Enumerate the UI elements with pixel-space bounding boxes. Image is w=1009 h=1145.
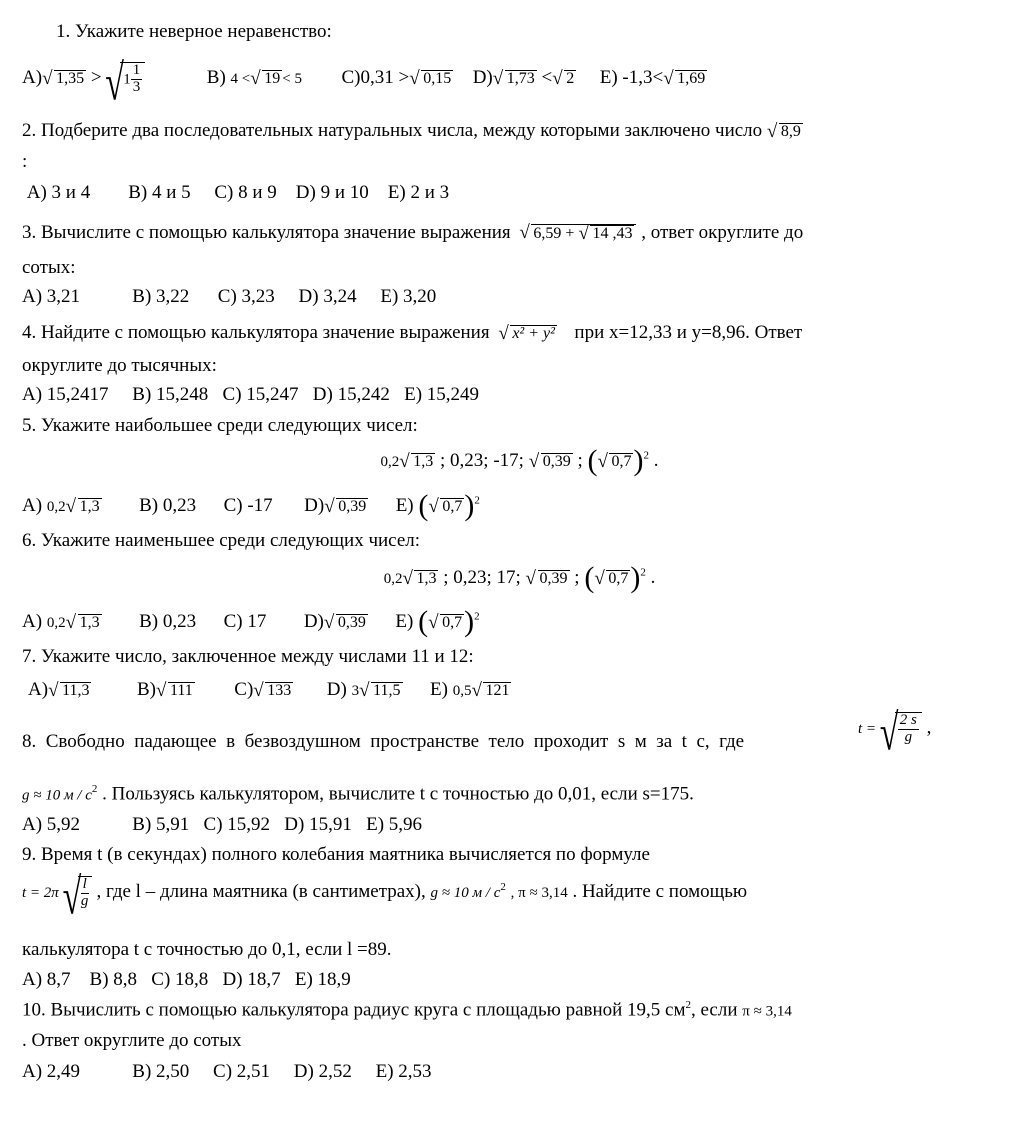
q6-opt-b: В) 0,23	[139, 611, 197, 632]
q6-options	[22, 605, 987, 638]
q7-opt-e: Е)	[430, 679, 448, 700]
q1-b-root: √ 19	[262, 70, 282, 88]
q9-formula-line	[22, 876, 987, 910]
q2-title-line	[22, 121, 987, 141]
q9-t-eq: t = 2π	[22, 885, 59, 902]
q8-g-exp: 2	[91, 783, 98, 795]
q9-den: g	[80, 892, 89, 909]
q7-e-coef: 0,5	[452, 683, 472, 699]
q6-e-exp: 2	[474, 610, 480, 623]
q2-colon: :	[22, 151, 28, 172]
q8-num: √ 2 s	[899, 712, 917, 728]
q3-title-line	[22, 223, 987, 243]
q6-c3-root: √ 0,39	[538, 570, 570, 588]
q6-c4-root: √ 0,7	[606, 570, 630, 588]
q5-d-root: √ 0,39	[336, 498, 368, 516]
q7-a-root: √ 11,3	[60, 682, 91, 700]
q5-end: .	[653, 450, 659, 471]
q1-d-sign: <	[541, 67, 553, 89]
q8-t-eq: t =	[858, 721, 877, 738]
q6-opt-c: С) 17	[223, 611, 267, 632]
q7-opt-b: В)	[136, 679, 156, 700]
q1-c-root: √ 0,15	[421, 70, 453, 88]
q1-d-root2: √ 2	[564, 70, 576, 88]
q6-e-paren-close: )	[464, 605, 475, 638]
q5-opt-e: Е)	[395, 495, 414, 516]
q5-e-exp: 2	[474, 494, 480, 507]
q6-opt-e: Е)	[395, 611, 414, 632]
q7-b-root: √ 111	[168, 682, 195, 700]
q9-tail: . Найдите с помощью	[572, 881, 748, 903]
q7-d-coef: 3	[351, 683, 360, 699]
q6-d-root: √ 0,39	[336, 614, 368, 632]
q5-c4-root: √ 0,7	[609, 453, 633, 471]
q6-opt-d: D)	[303, 611, 324, 632]
q1-opt-b-label: В)	[206, 67, 226, 89]
q1-a-num: 1	[132, 62, 141, 78]
q6-paren-open: (	[584, 561, 595, 594]
q2-title: 2. Подберите два последовательных натуральных числа, между которыми заключено число	[22, 120, 763, 141]
q6-title: 6. Укажите наименьшее среди следующих чисел:	[22, 530, 421, 551]
q3-inner-root: √ 14 ,43	[590, 225, 634, 243]
q1-opt-c-label: С)0,31	[341, 67, 394, 89]
q9-g-exp: 2	[500, 880, 506, 893]
q9-num: √ l	[82, 876, 87, 892]
q10-title-line	[22, 1000, 987, 1019]
q7-d-root: √ 11,5	[371, 682, 402, 700]
q5-a-root: √ 1,3	[78, 498, 102, 516]
q4-options: А) 15,2417 В) 15,248 С) 15,247 D) 15,242 Е) 15,249	[22, 384, 480, 405]
q6-paren-close: )	[630, 561, 641, 594]
q8-line2-text: . Пользуясь калькулятором, вычислите t с точностью до 0,01, если s=175.	[102, 783, 694, 805]
q5-title: 5. Укажите наибольшее среди следующих чисел:	[22, 415, 418, 436]
q1-title: 1. Укажите неверное неравенство:	[56, 21, 332, 42]
q4-title: 4. Найдите с помощью калькулятора значение выражения	[22, 322, 490, 343]
q3-outer-text: 6,59 +	[533, 225, 575, 242]
q9-pi: , π ≈ 3,14	[510, 885, 568, 902]
q4-line2: округлите до тысячных:	[22, 355, 217, 376]
q5-opt-d: D)	[304, 495, 325, 516]
q1-opt-e-label: Е) -1,3<	[599, 67, 664, 89]
q4-tail: при x=12,33 и y=8,96. Ответ	[574, 322, 803, 343]
q6-e-root: √ 0,7	[440, 614, 464, 632]
q8-line1-text: 8. Свободно падающее в безвоздушном пространстве тело проходит s м за t с, где	[22, 731, 745, 752]
q5-sep2: ;	[577, 450, 583, 471]
q8-g: g ≈ 10 м / с	[22, 787, 92, 804]
q7-options	[28, 680, 987, 700]
q1-a-int: 1	[123, 71, 131, 88]
q5-opt-a: А)	[22, 495, 43, 516]
q2-options: А) 3 и 4 В) 4 и 5 С) 8 и 9 D) 9 и 10 Е) 2 и 3	[22, 182, 450, 203]
q8-formula	[858, 712, 931, 746]
q5-paren-open: (	[587, 444, 598, 477]
q4-title-line	[22, 323, 987, 343]
q1-options	[22, 62, 987, 96]
q10-title-b: , если	[691, 999, 738, 1021]
q10-line2: . Ответ округлите до сотых	[22, 1030, 242, 1051]
q4-root: √ x² + y²	[510, 325, 557, 343]
q1-b-right: < 5	[282, 71, 302, 88]
q7-opt-a: А)	[28, 679, 49, 700]
q1-e-root: √ 1,69	[675, 70, 707, 88]
q10-title-sup: 2	[685, 999, 692, 1011]
q5-e-paren-close: )	[464, 489, 475, 522]
q6-sep2: ;	[574, 567, 580, 588]
q3-options: А) 3,21 В) 3,22 С) 3,23 D) 3,24 Е) 3,20	[22, 286, 437, 307]
q5-e-root: √ 0,7	[440, 498, 464, 516]
q5-numbers	[0, 444, 1009, 477]
q9-title: 9. Время t (в секундах) полного колебания маятника вычисляется по формуле	[22, 844, 650, 865]
q9-g: g ≈ 10 м / с	[430, 885, 501, 902]
q9-options: А) 8,7 В) 8,8 С) 18,8 D) 18,7 Е) 18,9	[22, 969, 351, 990]
q5-exp: 2	[643, 449, 649, 462]
q1-d-root1: √ 1,73	[505, 70, 537, 88]
q7-e-root: √ 121	[483, 682, 511, 700]
q1-a-den: 3	[132, 78, 141, 95]
q3-tail: , ответ округлите до	[641, 222, 804, 243]
q8-options: А) 5,92 В) 5,91 С) 15,92 D) 15,91 Е) 5,96	[22, 814, 423, 835]
q5-paren-close: )	[633, 444, 644, 477]
q5-opt-b: В) 0,23	[139, 495, 197, 516]
q1-a-root-frac	[120, 62, 145, 96]
q1-opt-d-label: D)	[472, 67, 493, 89]
q3-line2: сотых:	[22, 257, 76, 278]
q8-frac	[898, 713, 919, 746]
q9-line3: калькулятора t с точностью до 0,1, если l =89.	[22, 939, 392, 960]
q1-opt-a-label: А)	[22, 67, 43, 89]
q5-e-paren-open: (	[418, 489, 429, 522]
q5-a-coef: 0,2	[46, 499, 66, 515]
q5-c1: 0,2	[380, 454, 400, 470]
q1-a-root: √ 1,35	[54, 70, 86, 88]
q7-opt-d: D)	[326, 679, 347, 700]
q8-comma: ,	[926, 717, 932, 739]
q1-b-left: 4 <	[230, 71, 251, 88]
q3-outer-root	[531, 224, 636, 243]
q8-den: g	[904, 728, 913, 745]
q9-mid: , где l – длина маятника (в сантиметрах),	[96, 881, 426, 903]
q8-sqrt	[895, 712, 922, 746]
q8-line1	[22, 728, 949, 752]
q10-title-a: 10. Вычислить с помощью калькулятора радиус круга с площадью равной 19,5 см	[22, 999, 686, 1021]
q10-options: А) 2,49 В) 2,50 С) 2,51 D) 2,52 Е) 2,53	[22, 1061, 432, 1082]
q1-c-sign: >	[398, 67, 410, 89]
q1-a-frac	[131, 63, 143, 96]
q1-a-sign: >	[90, 67, 102, 89]
q6-e-paren-open: (	[418, 605, 429, 638]
q3-title: 3. Вычислите с помощью калькулятора значение выражения	[22, 222, 511, 243]
q5-sep1: ; 0,23; -17;	[440, 450, 524, 471]
q7-title: 7. Укажите число, заключенное между числами 11 и 12:	[22, 646, 474, 667]
q6-c1-root: √ 1,3	[414, 570, 438, 588]
q6-end: .	[650, 567, 656, 588]
q6-a-coef: 0,2	[46, 615, 66, 631]
q9-frac	[81, 877, 89, 910]
q6-opt-a: А)	[22, 611, 43, 632]
q5-options	[22, 489, 987, 522]
q9-sqrt	[78, 876, 92, 910]
q7-c-root: √ 133	[265, 682, 293, 700]
q10-pi: π ≈ 3,14	[742, 1003, 792, 1020]
q5-c3-root: √ 0,39	[541, 453, 573, 471]
q5-opt-c: С) -17	[223, 495, 273, 516]
q6-c1: 0,2	[383, 571, 403, 587]
q2-root: √ 8,9	[779, 123, 803, 141]
q6-numbers	[0, 561, 1009, 594]
q6-sep1: ; 0,23; 17;	[443, 567, 521, 588]
q6-a-root: √ 1,3	[78, 614, 102, 632]
q5-c1-root: √ 1,3	[411, 453, 435, 471]
q8-line2	[22, 784, 987, 803]
q6-exp: 2	[640, 566, 646, 579]
q7-opt-c: С)	[234, 679, 254, 700]
